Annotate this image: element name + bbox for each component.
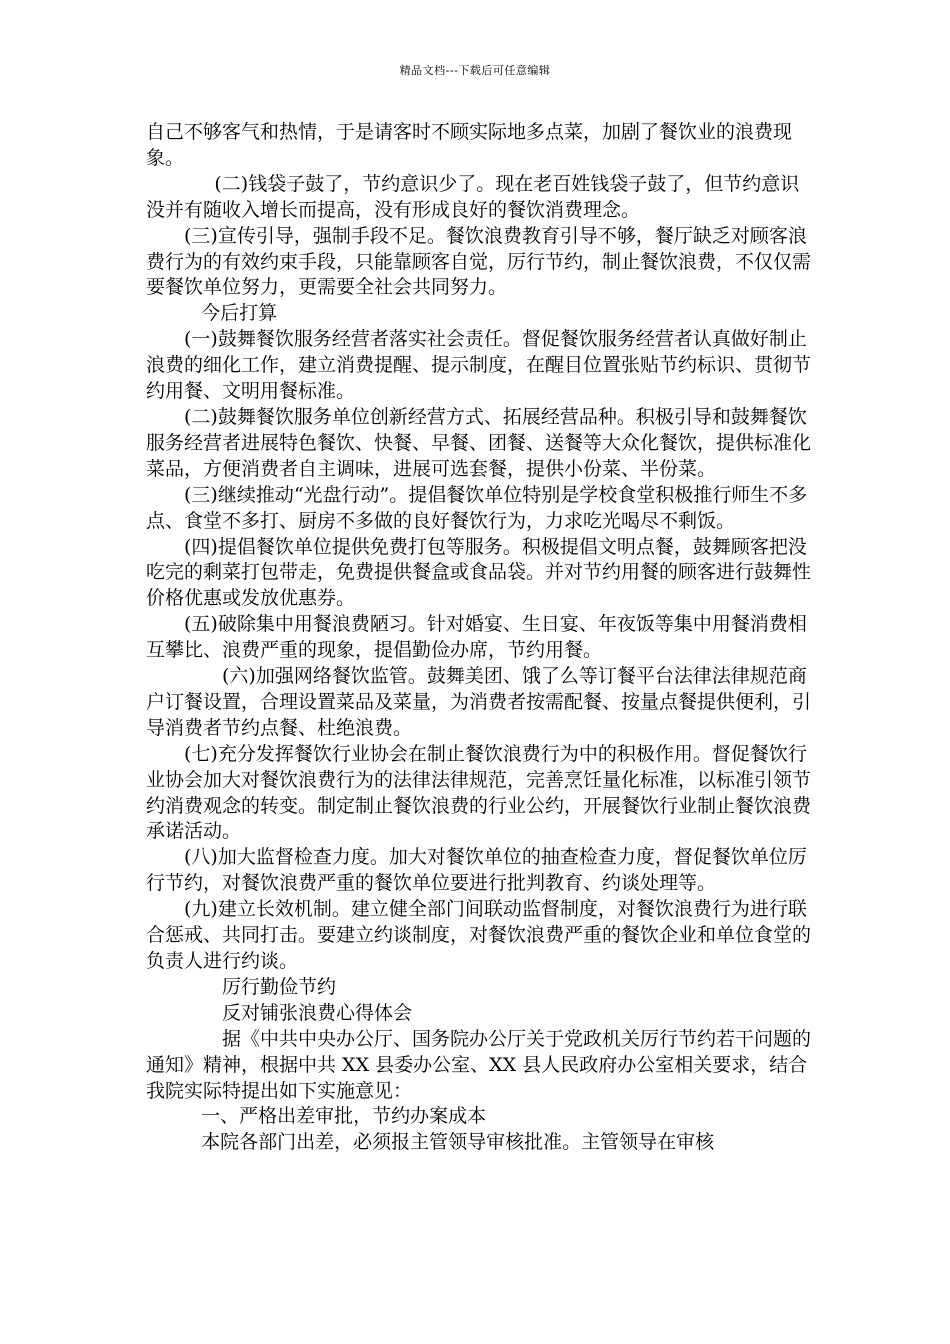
- section-title: 厉行勤俭节约: [222, 975, 337, 998]
- section-subtitle: 反对铺张浪费心得体会: [222, 1001, 413, 1024]
- paragraph: (三)继续推动“光盘行动”。提倡餐饮单位特别是学校食堂积极推行师生不多点、食堂不多打、厨房不多做的良好餐饮行为，力求吃光喝尽不剩饭。: [146, 483, 808, 532]
- section-heading: 今后打算: [201, 302, 278, 325]
- paragraph: (四)提倡餐饮单位提供免费打包等服务。积极提倡文明点餐，鼓舞顾客把没吃完的剩菜打包带走，免费提供餐盒或食品袋。并对节约用餐的顾客进行鼓舞性价格优惠或发放优惠券。: [146, 535, 812, 610]
- paragraph: (三)宣传引导，强制手段不足。餐饮浪费教育引导不够，餐厅缺乏对顾客浪费行为的有效约束手段，只能靠顾客自觉，厉行节约，制止餐饮浪费，不仅仅需要餐饮单位努力，更需要全社会共同努力。: [146, 224, 812, 299]
- paragraph: (五)破除集中用餐浪费陋习。针对婚宴、生日宴、年夜饭等集中用餐消费相互攀比、浪费严重的现象，提倡勤俭办席，节约用餐。: [146, 613, 807, 662]
- paragraph: (二)钱袋子鼓了，节约意识少了。现在老百姓钱袋子鼓了，但节约意识没并有随收入增长而提高，没有形成良好的餐饮消费理念。: [146, 172, 800, 221]
- paragraph: 自己不够客气和热情，于是请客时不顾实际地多点菜，加剧了餐饮业的浪费现象。: [146, 121, 793, 169]
- paragraph: (九)建立长效机制。建立健全部门间联动监督制度，对餐饮浪费行为进行联合惩戒、共同打击。要建立约谈制度，对餐饮浪费严重的餐饮企业和单位食堂的负责人进行约谈。: [146, 898, 812, 972]
- paragraph: (八)加大监督检查力度。加大对餐饮单位的抽查检查力度，督促餐饮单位厉行节约，对餐饮浪费严重的餐饮单位要进行批判教育、约谈处理等。: [146, 846, 807, 895]
- page-header: 精品文档---下载后可任意编辑: [399, 64, 551, 77]
- paragraph: 本院各部门出差，必须报主管领导审核批准。主管领导在审核: [201, 1131, 715, 1154]
- section-heading: 一、严格出差审批，节约办案成本: [201, 1105, 487, 1128]
- paragraph: (七)充分发挥餐饮行业协会在制止餐饮浪费行为中的积极作用。督促餐饮行业协会加大对餐饮浪费行为的法律法律规范，完善烹饪量化标准，以标准引领节约消费观念的转变。制定制止餐饮浪费的行业公约，开展餐饮行业制止餐饮浪费承诺活动。: [146, 742, 812, 843]
- paragraph: (二)鼓舞餐饮服务单位创新经营方式、拓展经营品种。积极引导和鼓舞餐饮服务经营者进展特色餐饮、快餐、早餐、团餐、送餐等大众化餐饮，提供标准化菜品，方便消费者自主调味，进展可选套餐，提供小份菜、半份菜。: [146, 405, 812, 480]
- document-body: [146, 120, 811, 1156]
- paragraph: (六)加强网络餐饮监管。鼓舞美团、饿了么等订餐平台法律法律规范商户订餐设置，合理设置菜品及菜量，为消费者按需配餐、按量点餐提供便利，引导消费者节约点餐、杜绝浪费。: [146, 665, 812, 739]
- paragraph: 据《中共中央办公厅、国务院办公厅关于党政机关厉行节约若干问题的通知》精神，根据中共 XX 县委办公室、XX 县人民政府办公室相关要求，结合我院实际特提出如下实施意见：: [146, 1027, 812, 1102]
- paragraph: (一)鼓舞餐饮服务经营者落实社会责任。督促餐饮服务经营者认真做好制止浪费的细化工作，建立消费提醒、提示制度，在醒目位置张贴节约标识、贯彻节约用餐、文明用餐标准。: [146, 328, 812, 403]
